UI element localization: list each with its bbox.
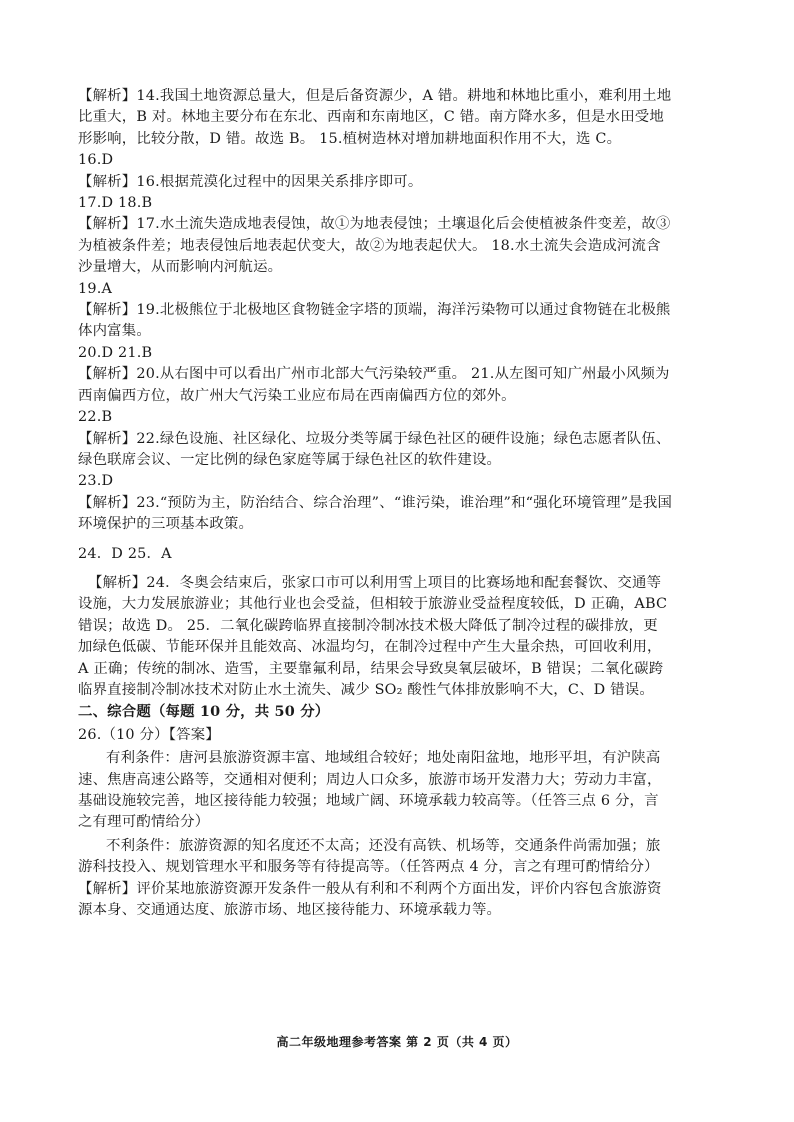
text-line: 为植被条件差；地表侵蚀后地表起伏变大，故②为地表起伏大。 18.水土流失会造成河流含: [78, 237, 661, 254]
section-heading: 二、综合题（每题 10 分，共 50 分）: [78, 703, 330, 721]
text-line: 【解析】19.北极熊位于北极地区食物链金字塔的顶端，海洋污染物可以通过食物链在北极熊: [78, 302, 671, 319]
page-footer: 高二年级地理参考答案 第 2 页（共 4 页）: [276, 1035, 518, 1049]
text-line: 源本身、交通通达度、旅游市场、地区接待能力、环境承载力等。: [78, 902, 502, 919]
text-line: 【解析】14.我国土地资源总量大，但是后备资源少，A 错。耕地和林地比重小，难利用土地: [78, 88, 672, 104]
text-line: 【解析】16.根据荒漠化过程中的因果关系排序即可。: [78, 173, 423, 190]
text-line: 比重大，B 对。林地主要分布在东北、西南和东南地区，C 错。南方降水多，但是水田受地: [78, 109, 664, 126]
answer-line: 22.B: [78, 409, 113, 426]
text-line: 环境保护的三项基本政策。: [78, 516, 254, 533]
text-line: 设施，大力发展旅游业；其他行业也会受益，但相较于旅游业受益程度较低，D 正确，ABC: [78, 596, 668, 613]
text-line: A 正确；传统的制冰、造雪，主要靠氟利昂，结果会导致臭氧层破坏，B 错误；二氧化碳跨: [78, 660, 664, 677]
answer-line: 24．D 25．A: [78, 545, 172, 562]
answer-line: 19.A: [78, 280, 113, 297]
text-line: 西南偏西方位，故广州大气污染工业应布局在西南偏西方位的郊外。: [78, 387, 516, 404]
text-line: 形影响，比较分散，D 错。故选 B。 15.植树造林对增加耕地面积作用不大，选 C。: [78, 130, 622, 147]
answer-line: 17.D 18.B: [78, 195, 153, 212]
text-line: 绿色联席会议、一定比例的绿色家庭等属于绿色社区的软件建设。: [78, 451, 502, 468]
text-line: 错误；故选 D。 25．二氧化碳跨临界直接制冷制冰技术极大降低了制冷过程的碳排放，更: [78, 617, 658, 634]
answer-page: [78, 86, 718, 921]
text-line: 速、焦唐高速公路等，交通相对便利；周边人口众多，旅游市场开发潜力大；劳动力丰富，: [78, 771, 662, 788]
text-line: 不利条件：旅游资源的知名度还不太高；还没有高铁、机场等，交通条件尚需加强；旅: [106, 837, 661, 854]
text-line: 【解析】20.从右图中可以看出广州市北部大气污染较严重。 21.从左图可知广州最小风频为: [78, 366, 670, 383]
question-heading: 26.（10 分）【答案】: [78, 726, 220, 743]
text-line: 体内富集。: [78, 323, 151, 340]
text-line: 【解析】23.“预防为主，防治结合、综合治理”、“谁污染，谁治理”和“强化环境管理”是我国: [78, 494, 673, 511]
text-line: 沙量增大，从而影响内河航运。: [78, 259, 283, 276]
text-line: 加绿色低碳、节能环保并且能效高、冰温均匀，在制冷过程中产生大量余热，可回收利用，: [78, 639, 662, 656]
answer-line: 23.D: [78, 473, 114, 490]
text-line: 【解析】22.绿色设施、社区绿化、垃圾分类等属于绿色社区的硬件设施；绿色志愿者队伍、: [78, 430, 671, 447]
text-line: 【解析】17.水土流失造成地表侵蚀，故①为地表侵蚀；土壤退化后会使植被条件变差，故③: [78, 216, 671, 233]
text-line: 之有理可酌情给分）: [78, 814, 210, 831]
answer-line: 20.D 21.B: [78, 344, 153, 361]
text-line: 游科技投入、规划管理水平和服务等有待提高等。（任答两点 4 分，言之有理可酌情给分）: [78, 859, 659, 876]
text-line: 基础设施较完善，地区接待能力较强；地域广阔、环境承载力较高等。（任答三点 6 分，言: [78, 793, 659, 809]
text-line: 有利条件：唐河县旅游资源丰富、地域组合较好；地处南阳盆地，地形平坦，有沪陕高: [106, 750, 661, 767]
text-line: 【解析】24．冬奥会结束后，张家口市可以利用雪上项目的比赛场地和配套餐饮、交通等: [88, 574, 662, 591]
text-line: 临界直接制冷制冰技术对防止水土流失、减少 SO₂ 酸性气体排放影响不大，C、D 错误。: [78, 681, 654, 698]
text-line: 【解析】评价某地旅游资源开发条件一般从有利和不利两个方面出发，评价内容包含旅游资: [78, 880, 662, 897]
answer-line: 16.D: [78, 152, 114, 169]
